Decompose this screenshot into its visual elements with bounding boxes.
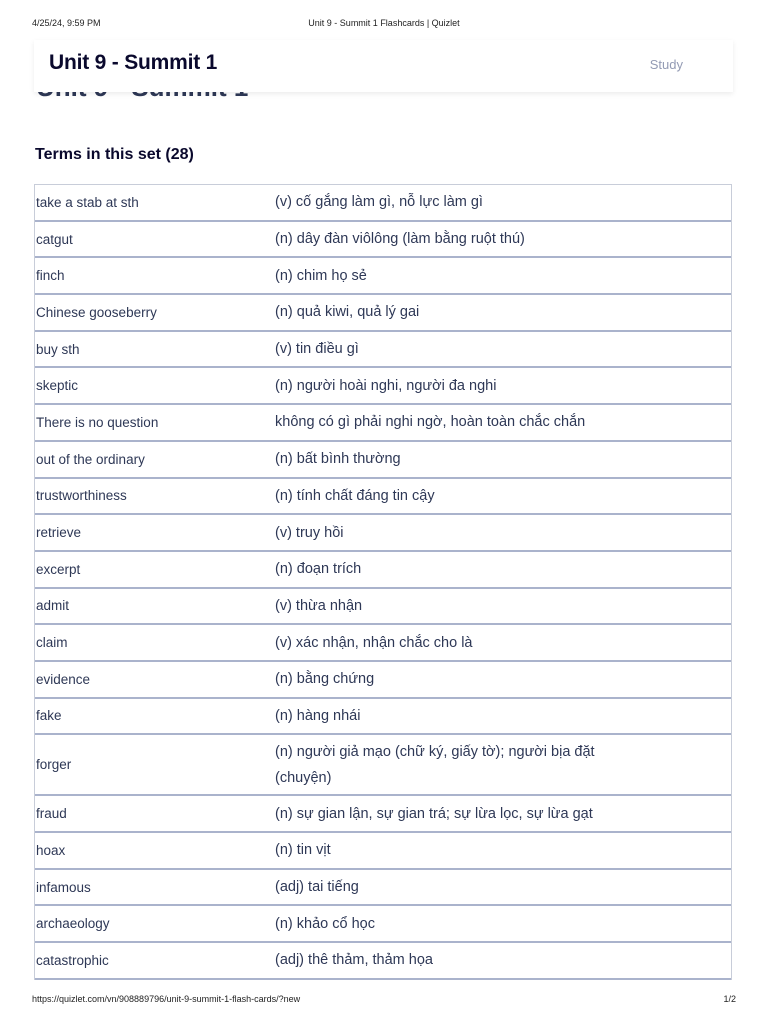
term-row: [35, 625, 731, 662]
term-definition: (n) tính chất đáng tin cậy: [275, 487, 435, 504]
term-word: Chinese gooseberry: [36, 304, 157, 320]
term-word: evidence: [36, 671, 91, 687]
term-definition: (n) dây đàn viôlông (làm bằng ruột thú): [275, 231, 525, 248]
term-definition: (n) tin vịt: [275, 842, 331, 859]
term-word: trustworthiness: [36, 488, 127, 504]
term-row: [35, 796, 731, 833]
term-row: [35, 589, 731, 626]
term-definition: (n) bất bình thường: [275, 451, 401, 468]
study-button[interactable]: Study: [649, 57, 683, 72]
set-title: Unit 9 - Summit 1: [49, 51, 218, 74]
term-definition: (adj) tai tiếng: [275, 879, 359, 896]
term-definition: (n) hàng nhái: [275, 707, 361, 724]
term-definition: (n) người hoài nghi, người đa nghi: [275, 377, 497, 394]
term-definition: không có gì phải nghi ngờ, hoàn toàn chắc chắn: [275, 414, 586, 431]
term-definition: (n) quả kiwi, quả lý gai: [275, 304, 420, 321]
term-row: [35, 405, 731, 442]
term-word: catgut: [36, 231, 73, 247]
sticky-header: [34, 40, 733, 92]
term-row: [35, 479, 731, 516]
term-definition: (v) xác nhận, nhận chắc cho là: [275, 634, 473, 651]
term-word: claim: [36, 635, 68, 651]
term-word: admit: [36, 598, 70, 614]
term-row: [35, 699, 731, 736]
term-row: [35, 515, 731, 552]
term-word: catastrophic: [36, 952, 109, 968]
term-word: There is no question: [36, 414, 159, 430]
term-row: [35, 185, 731, 222]
term-word: excerpt: [36, 561, 81, 577]
term-row: [35, 662, 731, 699]
term-word: hoax: [36, 842, 66, 858]
term-word: fake: [36, 708, 62, 724]
term-row: [35, 368, 731, 405]
term-definition: (n) sự gian lận, sự gian trá; sự lừa lọc, sự lừa gạt: [275, 805, 593, 822]
term-word: retrieve: [36, 525, 82, 541]
term-word: finch: [36, 268, 65, 284]
print-document-title: Unit 9 - Summit 1 Flashcards | Quizlet: [308, 18, 460, 28]
term-word: take a stab at sth: [36, 194, 139, 210]
print-footer: [0, 994, 768, 1008]
term-word: archaeology: [36, 916, 110, 932]
term-row: [35, 442, 731, 479]
print-url: https://quizlet.com/vn/908889796/unit-9-summit-1-flash-cards/?new: [32, 994, 301, 1004]
term-row: [35, 332, 731, 369]
term-row: [35, 222, 731, 259]
print-datetime: 4/25/24, 9:59 PM: [32, 18, 101, 28]
term-definition: (v) cố gắng làm gì, nỗ lực làm gì: [275, 194, 483, 211]
term-row: [35, 943, 731, 980]
term-definition: (adj) thê thảm, thảm họa: [275, 952, 433, 969]
term-row: [35, 833, 731, 870]
term-definition: (v) thừa nhận: [275, 597, 363, 614]
term-word: buy sth: [36, 341, 80, 357]
term-definition: (n) khảo cổ học: [275, 915, 375, 932]
term-definition: (v) truy hồi: [275, 524, 344, 541]
page-number: 1/2: [723, 994, 736, 1004]
term-word: forger: [36, 757, 72, 773]
term-definition: (v) tin điều gì: [275, 341, 359, 358]
term-row: [35, 870, 731, 907]
term-word: infamous: [36, 879, 91, 895]
term-word: out of the ordinary: [36, 451, 145, 467]
term-word: skeptic: [36, 378, 79, 394]
term-row: [35, 552, 731, 589]
term-row: [35, 906, 731, 943]
term-row: [35, 735, 731, 796]
term-definition: (n) chim họ sẻ: [275, 267, 367, 284]
term-definition: (n) đoạn trích: [275, 561, 362, 578]
term-row: [35, 295, 731, 332]
terms-heading: Terms in this set (28): [35, 146, 194, 163]
print-header: [0, 18, 768, 32]
terms-list: [34, 184, 732, 980]
term-definition: (n) bằng chứng: [275, 671, 375, 688]
term-definition: (n) người giả mạo (chữ ký, giấy tờ); người bịa đặt (chuyện): [275, 743, 595, 786]
term-row: [35, 258, 731, 295]
term-word: fraud: [36, 806, 67, 822]
